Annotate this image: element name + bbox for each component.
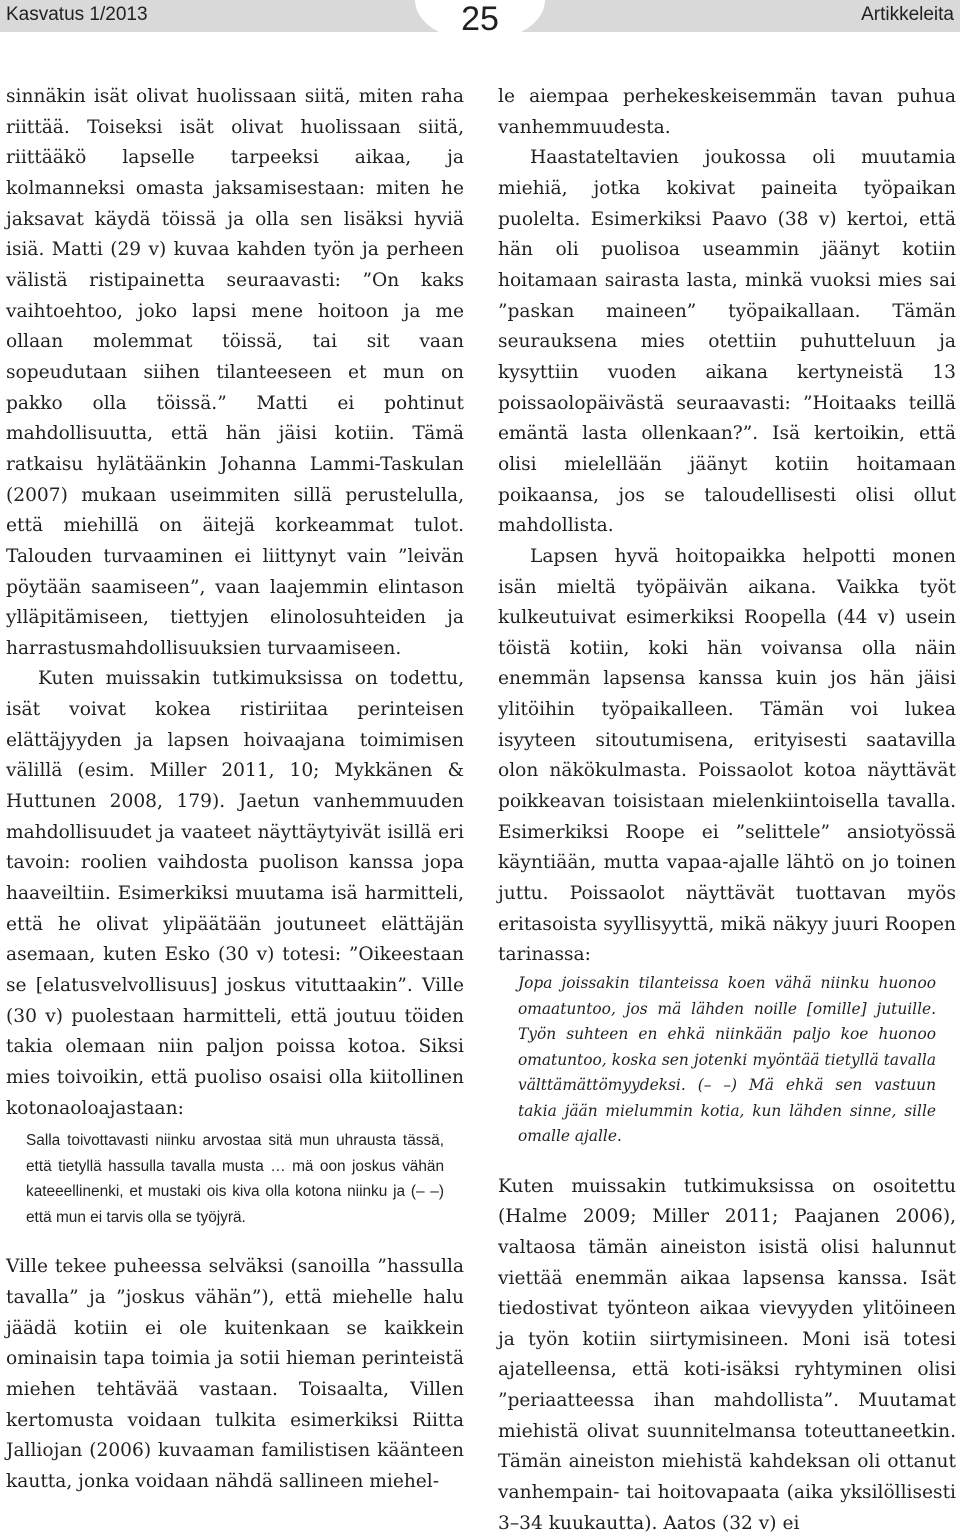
page-number: 25 — [461, 0, 499, 38]
block-quote: Jopa joissakin tilanteissa koen vähä niinku huonoo omaatuntoo, jos mä lähden noille [omille] jutuille. Työn suhteen en ehkä niinkään paljo koe huonoo omatuntoo, koska sen jotenki myöntää tietyllä tavalla välttämättömyydeksi. (– –) Mä ehkä sen vastuun takia jään mielummin kotia, kun lähden sinne, sille omalle ajalle. — [518, 974, 936, 1146]
paragraph: Ville tekee puheessa selväksi (sanoilla ”hassulla tavalla” ja ”joskus vähän”), että miehelle halu jäädä kotiin ei ole kuitenkaan se kaikkein ominaisin tapa toimia ja sotii hieman perinteistä miehen tehtävää vastaan. Toisaalta, Villen kertomusta voidaan tulkita esimerkiksi Riitta Jalliojan (2006) kuvaaman familistisen käänteen kautta, jonka voidaan nähdä sallineen miehel- — [6, 1256, 464, 1492]
paragraph: Kuten muissakin tutkimuksissa on todettu, isät voivat kokea ristiriitaa perinteisen elättäjyyden ja lapsen hoivaajana toimimisen välillä (esim. Miller 2011, 10; Mykkänen & Huttunen 2008, 179). Jaetun vanhemmuuden mahdollisuudet ja vaateet näyttäytyivät isillä eri tavoin: roolien vaihdosta puolison kanssa jopa haaveiltiin. Esimerkiksi muutama isä harmitteli, että he olivat ylipäätään joutuneet elättäjän asemaan, kuten Esko (30 v) totesi: ”Oikeestaan se [elatusvelvollisuus] joskus vituttaakin”. Ville (30 v) puolestaan harmitteli, että joutuu töiden takia olemaan niin paljon poissa kotoa. Siksi mies toivoikin, että puoliso osaisi olla kiitollinen kotonaoloajastaan: — [6, 668, 464, 1119]
page-header — [0, 0, 960, 38]
paragraph: Kuten muissakin tutkimuksissa on osoitettu (Halme 2009; Miller 2011; Paajanen 2006), valtaosa tämän aineiston isistä olisi halunnut viettää enemmän aikaa lapsensa kanssa. Isät tiedostivat työnteon aikaa vievyyden ylitöineen ja työn kotiin siirtymisineen. Moni isä totesi ajatelleensa, että koti-isäksi ryhtyminen olisi ”periaatteessa ihan mahdollista”. Muutamat miehistä olivat suunnitelmansa toteuttaneetkin. Tämän aineiston miehistä kahdeksan oli ottanut vanhempain- tai hoitovapaata (aika yksilöllisesti 3–34 kuukautta). Aatos (32 v) ei — [498, 1175, 956, 1534]
left-column — [6, 82, 464, 1498]
paragraph: sinnäkin isät olivat huolissaan siitä, miten raha riittää. Toiseksi isät olivat huolissaan siitä, riittääkö lapselle tarpeeksi aikaa, ja kolmanneksi omasta jaksamisestaan: miten he jaksavat käydä töissä ja olla sen lisäksi hyviä isiä. Matti (29 v) kuvaa kahden työn ja perheen välistä ristipainetta seuraavasti: ”On kaks vaihtoehtoo, joko lapsi mene hoitoon ja me ollaan molemmat töissä, tai sit vaan sopeudutaan siihen tilanteeseen et mun on pakko olla töissä.” Matti ei pohtinut mahdollisuutta, että hän jäisi kotiin. Tämä ratkaisu hylätäänkin Johanna Lammi-Taskulan (2007) mukaan useimmiten sillä perustelulla, että miehillä on äitejä korkeammat tulot. Talouden turvaaminen ei liittynyt vain ”leivän pöytään saamiseen”, vaan laajemmin elintason ylläpitämiseen, tiettyjen elinolosuhteiden ja harrastusmahdollisuuksien turvaamiseen. — [6, 86, 464, 659]
journal-issue: Kasvatus 1/2013 — [6, 4, 148, 25]
right-column — [498, 82, 956, 1539]
section-title: Artikkeleita — [861, 4, 954, 25]
block-quote: Salla toivottavasti niinku arvostaa sitä mun uhrausta tässä, että tietyllä hassulla tavalla musta … mä oon joskus vähän kateeellinenki, et mustaki ois kiva olla kotona niinku ja (– –) että mun ei tarvis olla se työjyrä. — [26, 1132, 444, 1226]
paragraph: Lapsen hyvä hoitopaikka helpotti monen isän mieltä työpäivän aikana. Vaikka työt kulkeutuivat esimerkiksi Roopella (44 v) usein töistä kotiin, koki hän voivansa olla näin enemmän lapsensa kanssa kuin jos hän jäisi ylitöihin työpaikalleen. Tämän voi lukea isyyteen sitoutumisena, erityisesti saatavilla olon näkökulmasta. Poissaolot kotoa näyttävät poikkeavan toisistaan mielenkiintoisella tavalla. Esimerkiksi Roope ei ”selittele” ansiotyössä käyntiään, mutta vapaa-ajalle lähtö on jo toinen juttu. Poissaolot näyttävät tuottavan myös eritasoista syyllisyyttä, mikä näkyy juuri Roopen tarinassa: — [498, 545, 956, 966]
paragraph: le aiempaa perhekeskeisemmän tavan puhua vanhemmuudesta. — [498, 86, 956, 138]
paragraph: Haastateltavien joukossa oli muutamia miehiä, jotka kokivat paineita työpaikan puolelta. Esimerkiksi Paavo (38 v) kertoi, että hän oli puolisoa useammin jäänyt kotiin hoitamaan sairasta lasta, minkä vuoksi mies sai ”paskan maineen” työpaikallaan. Tämän seurauksena mies otettiin puhutteluun ja kysyttiin vuoden aikana kertyneistä 13 poissaolopäivästä seuraavasti: ”Hoitaaks teillä emäntä lasta ollenkaan?”. Isä kertoikin, että olisi mielellään jäänyt kotiin hoitamaan poikaansa, jos se taloudellisesti olisi ollut mahdollista. — [498, 147, 956, 537]
